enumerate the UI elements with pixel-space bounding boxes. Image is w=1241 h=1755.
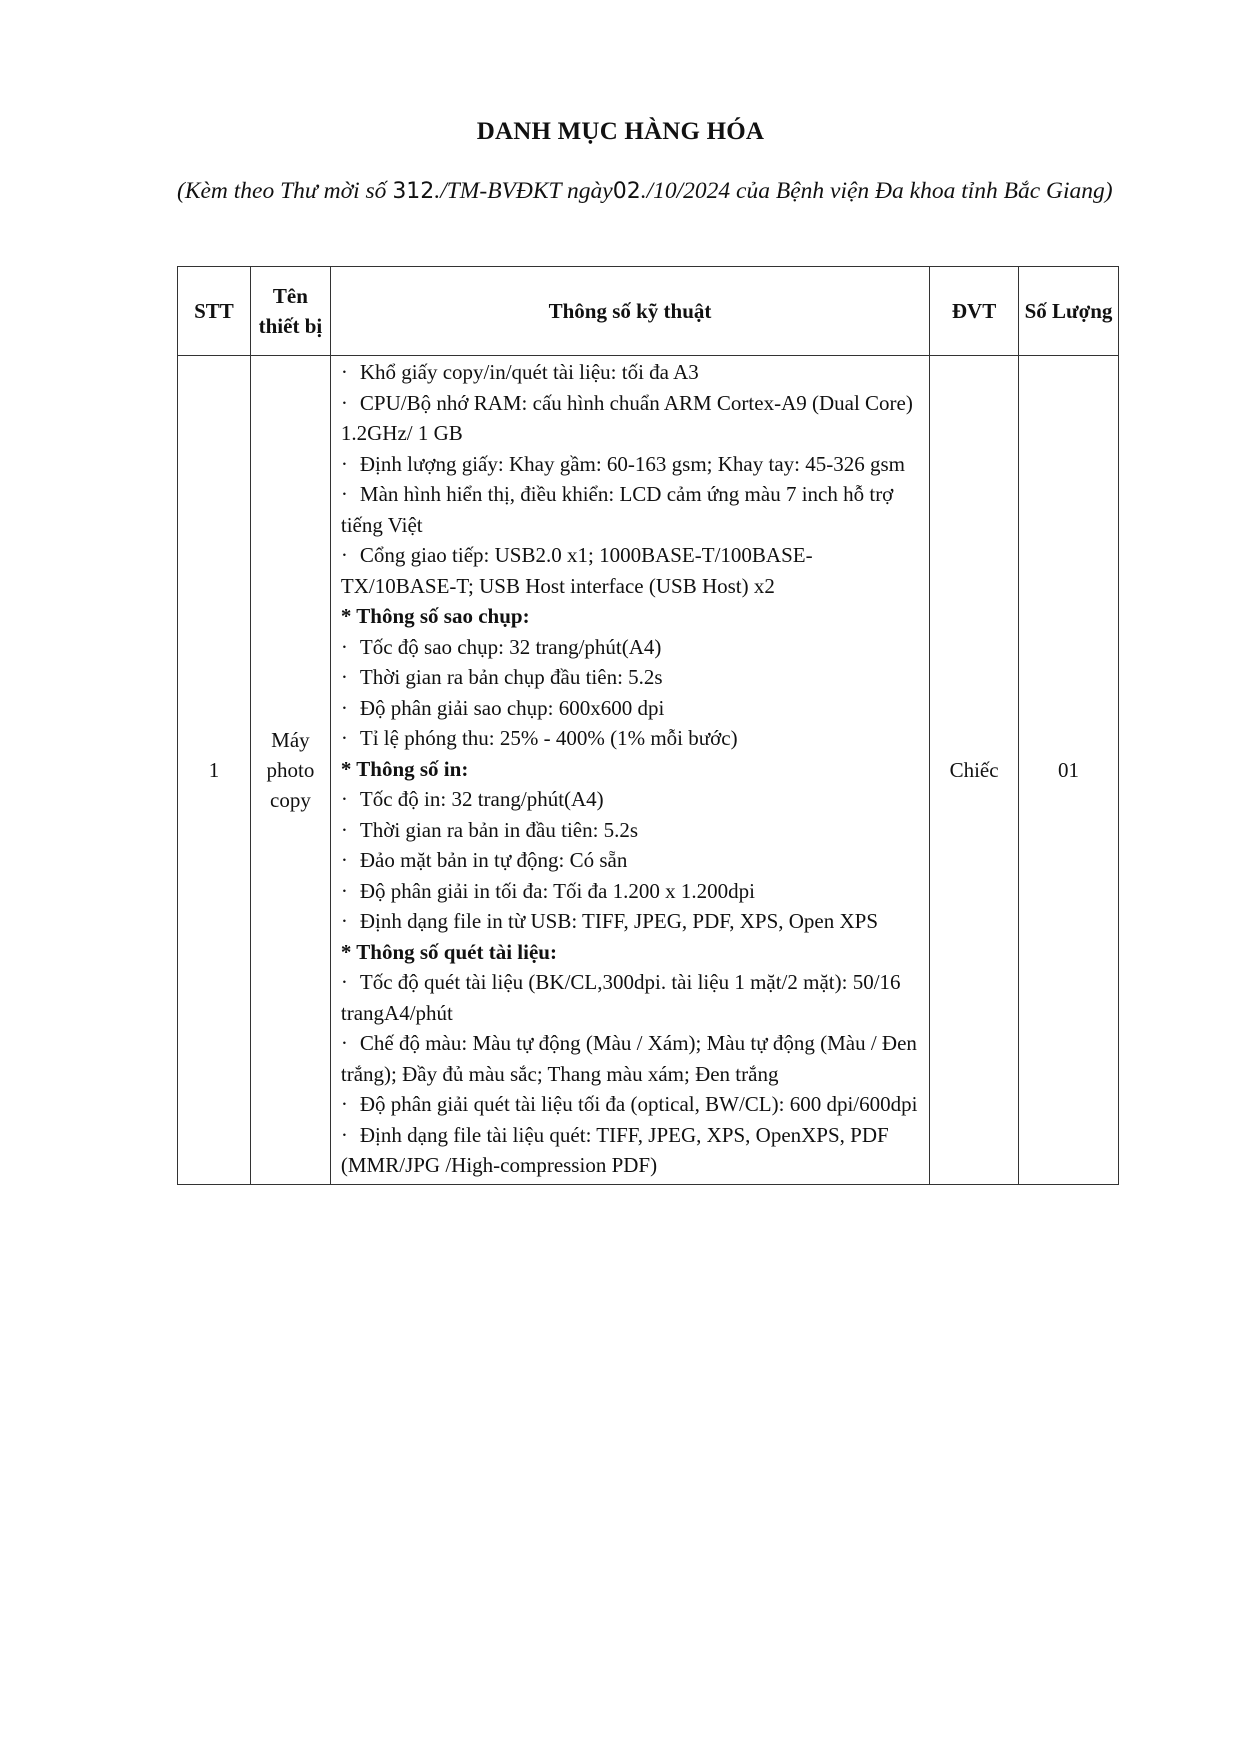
bullet-dot-icon: · [340,665,348,689]
bullet-dot-icon: · [340,1092,348,1116]
header-specs: Thông số kỹ thuật [330,267,929,356]
spec-list [341,357,921,1181]
bullet-dot-icon: · [340,695,348,720]
spec-text: * Thông số quét tài liệu: [340,939,557,964]
table-header-row [178,267,1119,356]
spec-section-heading [341,601,921,632]
spec-item [341,1028,921,1089]
cell-specs [330,356,929,1185]
bullet-dot-icon: · [340,360,348,384]
bullet-dot-icon: · [340,451,348,476]
handwritten-number: 312 [392,179,435,204]
bullet-dot-icon: · [340,726,348,750]
header-unit: ĐVT [930,267,1019,356]
cell-quantity: 01 [1019,356,1119,1185]
spec-text: Thời gian ra bản in đầu tiên: 5.2s [359,817,639,842]
spec-text: Đảo mặt bản in tự động: Có sẵn [359,848,628,872]
handwritten-day: 02 [612,179,641,204]
spec-text: Tốc độ quét tài liệu (BK/CL,300dpi. tài liệu 1 mặt/2 mặt): 50/16 trangA4/phút [340,970,901,1025]
spec-text: Màn hình hiển thị, điều khiển: LCD cảm ứng màu 7 inch hỗ trợ tiếng Việt [340,482,894,537]
spec-text: Độ phân giải in tối đa: Tối đa 1.200 x 1.200dpi [359,878,755,903]
spec-section-heading [341,754,921,785]
spec-item [341,845,921,876]
cell-unit: Chiếc [930,356,1019,1185]
spec-item [341,967,921,1028]
bullet-dot-icon: · [340,1031,348,1055]
spec-text: Tốc độ in: 32 trang/phút(A4) [359,787,604,811]
goods-table [177,266,1119,1185]
spec-item [341,906,921,937]
header-device-name: Tên thiết bị [250,267,330,356]
spec-text: Độ phân giải quét tài liệu tối đa (optical, BW/CL): 600 dpi/600dpi [359,1092,918,1116]
spec-text: Định lượng giấy: Khay gầm: 60-163 gsm; Khay tay: 45-326 gsm [359,451,905,476]
spec-text: Tốc độ sao chụp: 32 trang/phút(A4) [359,634,662,659]
spec-item [341,388,921,449]
bullet-dot-icon: · [340,970,348,994]
spec-item [341,876,921,907]
bullet-dot-icon: · [340,909,348,933]
spec-text: * Thông số sao chụp: [340,604,530,628]
spec-text: Chế độ màu: Màu tự động (Màu / Xám); Màu tự động (Màu / Đen trắng); Đầy đủ màu sắc; Thang màu xám; Đen trắng [340,1031,917,1086]
bullet-dot-icon: · [340,848,348,872]
spec-item [341,815,921,846]
bullet-dot-icon: · [340,390,348,415]
spec-section-heading [341,937,921,968]
spec-item [341,632,921,663]
spec-text: Độ phân giải sao chụp: 600x600 dpi [359,695,665,720]
spec-text: Tỉ lệ phóng thu: 25% - 400% (1% mỗi bước) [359,726,738,750]
bullet-dot-icon: · [340,634,348,659]
header-quantity: Số Lượng [1019,267,1119,356]
spec-item [341,540,921,601]
spec-text: Định dạng file in từ USB: TIFF, JPEG, PDF, XPS, Open XPS [359,909,879,933]
page-title: DANH MỤC HÀNG HÓA [476,118,765,145]
document-subtitle [177,174,1119,209]
table-row [178,356,1119,1185]
cell-stt: 1 [178,356,251,1185]
bullet-dot-icon: · [340,817,348,842]
spec-text: Cổng giao tiếp: USB2.0 x1; 1000BASE-T/100BASE-TX/10BASE-T; USB Host interface (USB Host) x2 [340,543,813,598]
spec-item [341,662,921,693]
cell-device-name: Máy photo copy [250,356,330,1185]
spec-item [341,449,921,480]
bullet-dot-icon: · [340,482,348,506]
header-stt: STT [178,267,251,356]
subtitle-prefix: (Kèm theo Thư mời số [177,178,393,204]
spec-item [341,479,921,540]
spec-item [341,693,921,724]
spec-item [341,357,921,388]
spec-text: Định dạng file tài liệu quét: TIFF, JPEG, XPS, OpenXPS, PDF (MMR/JPG /High-compression PDF) [340,1122,889,1177]
spec-item [341,784,921,815]
bullet-dot-icon: · [340,787,348,811]
bullet-dot-icon: · [340,543,348,567]
spec-text: Khổ giấy copy/in/quét tài liệu: tối đa A3 [359,360,699,384]
spec-item [341,1120,921,1181]
spec-item [341,723,921,754]
spec-text: CPU/Bộ nhớ RAM: cấu hình chuẩn ARM Cortex-A9 (Dual Core) 1.2GHz/ 1 GB [340,390,913,445]
subtitle-suffix: ./10/2024 của Bệnh viện Đa khoa tỉnh Bắc Giang) [640,178,1113,204]
bullet-dot-icon: · [340,878,348,903]
subtitle-middle: ./TM-BVĐKT ngày [434,178,613,204]
spec-text: * Thông số in: [340,756,469,781]
spec-text: Thời gian ra bản chụp đầu tiên: 5.2s [359,665,663,689]
bullet-dot-icon: · [340,1122,348,1147]
spec-item [341,1089,921,1120]
